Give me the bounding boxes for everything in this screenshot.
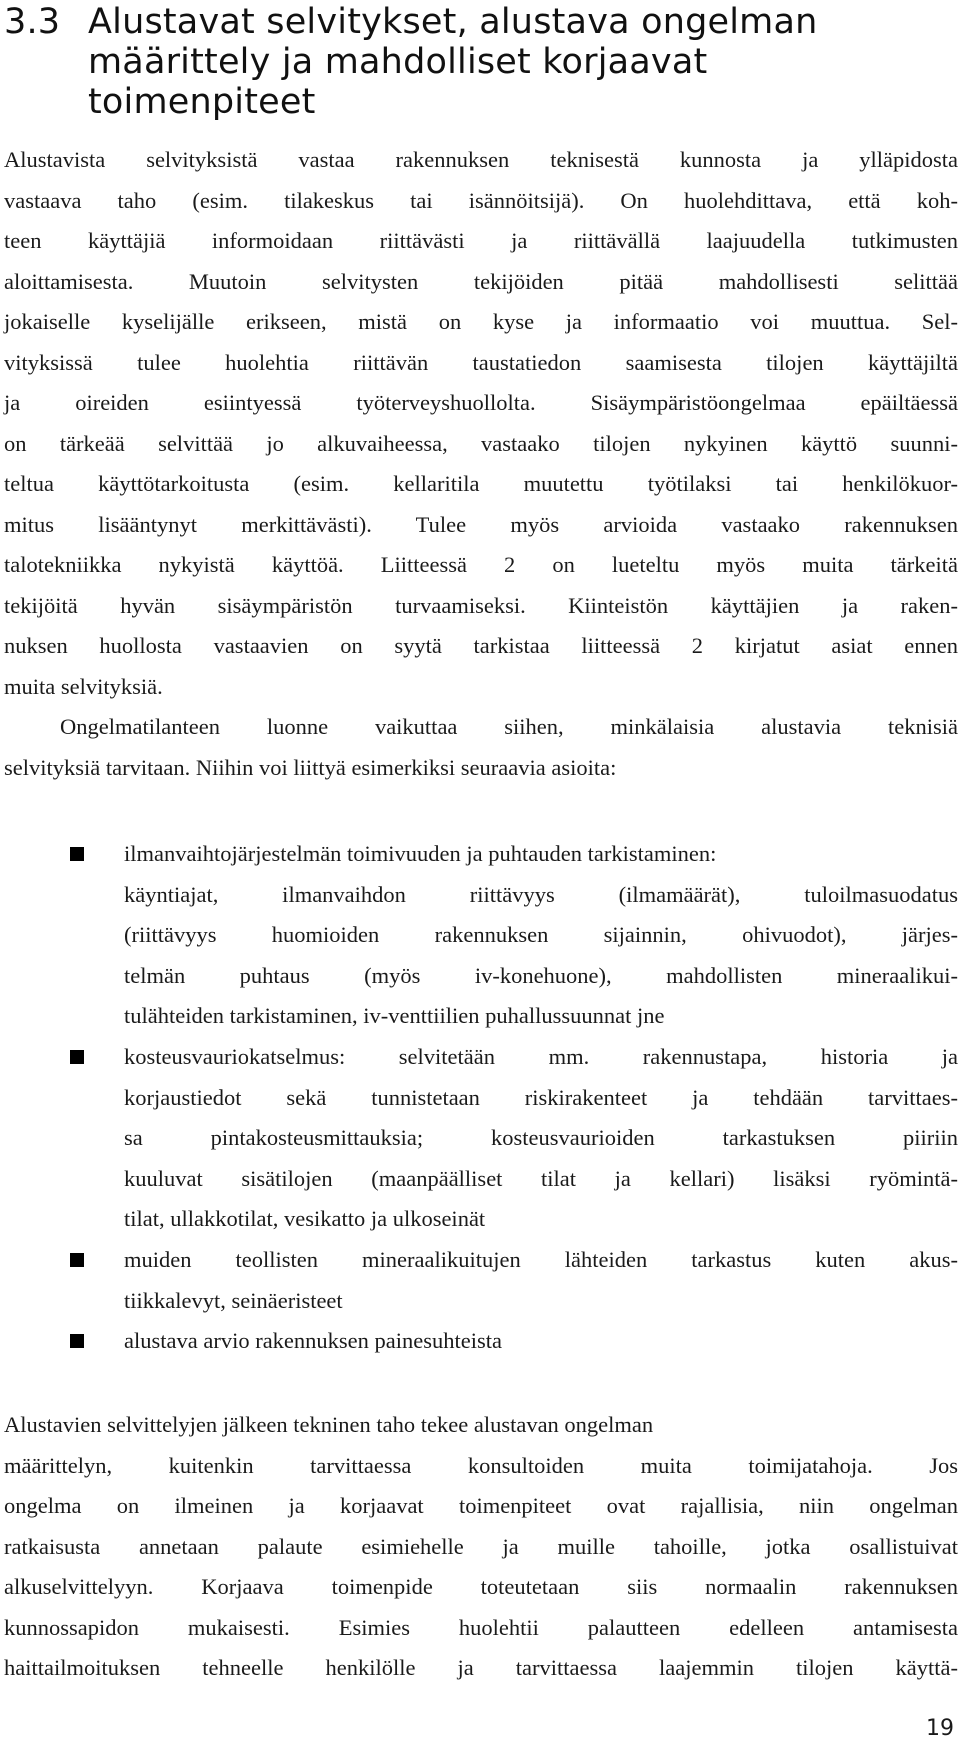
text-line: muita selvityksiä. <box>4 673 163 699</box>
text-line: nuksen huollosta vastaavien on syytä tarkistaa liitteessä 2 kirjatut asiat ennen <box>4 633 958 658</box>
list-item-text <box>124 1321 958 1362</box>
text-line: Alustavista selvityksistä vastaa rakennuksen teknisestä kunnosta ja ylläpidosta <box>4 147 958 172</box>
text-line: Alustavien selvittelyjen jälkeen tekninen taho tekee alustavan ongelman <box>4 1412 654 1437</box>
text-line: tekijöitä hyvän sisäympäristön turvaamiseksi. Kiinteistön käyttäjien ja raken- <box>4 592 958 618</box>
text-line: on tärkeää selvittää jo alkuvaiheessa, vastaako tilojen nykyinen käyttö suunni- <box>4 430 958 456</box>
list-item <box>0 834 958 1038</box>
section-title <box>88 2 948 122</box>
text-line: kuuluvat sisätilojen (maanpäälliset tilat ja kellari) lisäksi ryömintä- <box>124 1165 958 1191</box>
list-item <box>0 1321 958 1362</box>
bullet-square-icon <box>70 847 84 861</box>
bullet-square-icon <box>70 1334 84 1348</box>
text-line: talotekniikka nykyistä käyttöä. Liitteessä 2 on lueteltu myös muita tärkeitä <box>4 552 958 577</box>
text-line: teen käyttäjiä informoidaan riittävästi ja riittävällä laajuudella tutkimusten <box>4 228 958 253</box>
text-line: vityksissä tulee huolehtia riittävän taustatiedon saamisesta tilojen käyttäjiltä <box>4 349 958 375</box>
section-title-line: toimenpiteet <box>88 82 316 122</box>
text-line: tulähteiden tarkistaminen, iv-venttiilien puhallussuunnat jne <box>124 1003 665 1028</box>
text-line: alustava arvio rakennuksen painesuhteista <box>124 1328 502 1353</box>
text-line: telmän puhtaus (myös iv-konehuone), mahdollisten mineraalikui- <box>124 962 958 988</box>
section-title-line: Alustavat selvitykset, alustava ongelman <box>88 2 818 42</box>
text-line: tilat, ullakkotilat, vesikatto ja ulkoseinät <box>124 1206 486 1231</box>
bullet-square-icon <box>70 1253 84 1267</box>
text-line: käyntiajat, ilmanvaihdon riittävyys (ilmamäärät), tuloilmasuodatus <box>124 881 958 907</box>
paragraph-conclusion <box>4 1405 958 1689</box>
text-line: ratkaisusta annetaan palaute esimiehelle ja muille tahoille, jotka osallistuivat <box>4 1533 958 1559</box>
paragraph-examples-intro <box>4 707 958 788</box>
text-line: tiikkalevyt, seinäeristeet <box>124 1287 343 1313</box>
section-number: 3.3 <box>4 2 61 42</box>
bullet-square-icon <box>70 1050 84 1064</box>
text-line: jokaiselle kyselijälle erikseen, mistä on kyse ja informaatio voi muuttua. Sel- <box>4 309 958 334</box>
text-line: määrittelyn, kuitenkin tarvittaessa konsultoiden muita toimijatahoja. Jos <box>4 1452 958 1478</box>
text-line: mitus lisääntynyt merkittävästi). Tulee myös arvioida vastaako rakennuksen <box>4 511 958 537</box>
text-line: alkuselvittelyyn. Korjaava toimenpide toteutetaan siis normaalin rakennuksen <box>4 1574 958 1599</box>
text-line: selvityksiä tarvitaan. Niihin voi liittyä esimerkiksi seuraavia asioita: <box>4 754 617 780</box>
list-item-text <box>124 1037 958 1240</box>
text-line: haittailmoituksen tehneelle henkilölle ja tarvittaessa laajemmin tilojen käyttä- <box>4 1655 958 1680</box>
text-line: muiden teollisten mineraalikuitujen lähteiden tarkastus kuten akus- <box>124 1247 958 1272</box>
section-title-line: määrittely ja mahdolliset korjaavat <box>88 42 708 82</box>
text-line: kosteusvauriokatselmus: selvitetään mm. rakennustapa, historia ja <box>124 1044 958 1069</box>
text-line: aloittamisesta. Muutoin selvitysten tekijöiden pitää mahdollisesti selittää <box>4 268 958 294</box>
text-line: ilmanvaihtojärjestelmän toimivuuden ja puhtauden tarkistaminen: <box>124 841 717 866</box>
text-line: ongelma on ilmeinen ja korjaavat toimenpiteet ovat rajallisia, niin ongelman <box>4 1493 958 1518</box>
text-line: vastaava taho (esim. tilakeskus tai isännöitsijä). On huolehdittava, että koh- <box>4 187 958 213</box>
text-line: kunnossapidon mukaisesti. Esimies huolehtii palautteen edelleen antamisesta <box>4 1614 958 1640</box>
list-item-text <box>124 834 958 1037</box>
text-line: ja oireiden esiintyessä työterveyshuollolta. Sisäympäristöongelmaa epäiltäessä <box>4 390 958 415</box>
list-item <box>0 1037 958 1241</box>
text-line: (riittävyys huomioiden rakennuksen sijainnin, ohivuodot), järjes- <box>124 922 958 947</box>
text-line: sa pintakosteusmittauksia; kosteusvaurioiden tarkastuksen piiriin <box>124 1125 958 1150</box>
list-item-text <box>124 1240 958 1321</box>
paragraph-intro <box>4 140 958 707</box>
list-item <box>0 1240 958 1322</box>
page-number: 19 <box>926 1716 954 1741</box>
text-line: korjaustiedot sekä tunnistetaan riskirakenteet ja tehdään tarvittaes- <box>124 1084 958 1110</box>
text-line: Ongelmatilanteen luonne vaikuttaa siihen, minkälaisia alustavia teknisiä <box>60 714 958 739</box>
text-line: teltua käyttötarkoitusta (esim. kellaritila muutettu työtilaksi tai henkilökuor- <box>4 471 958 496</box>
